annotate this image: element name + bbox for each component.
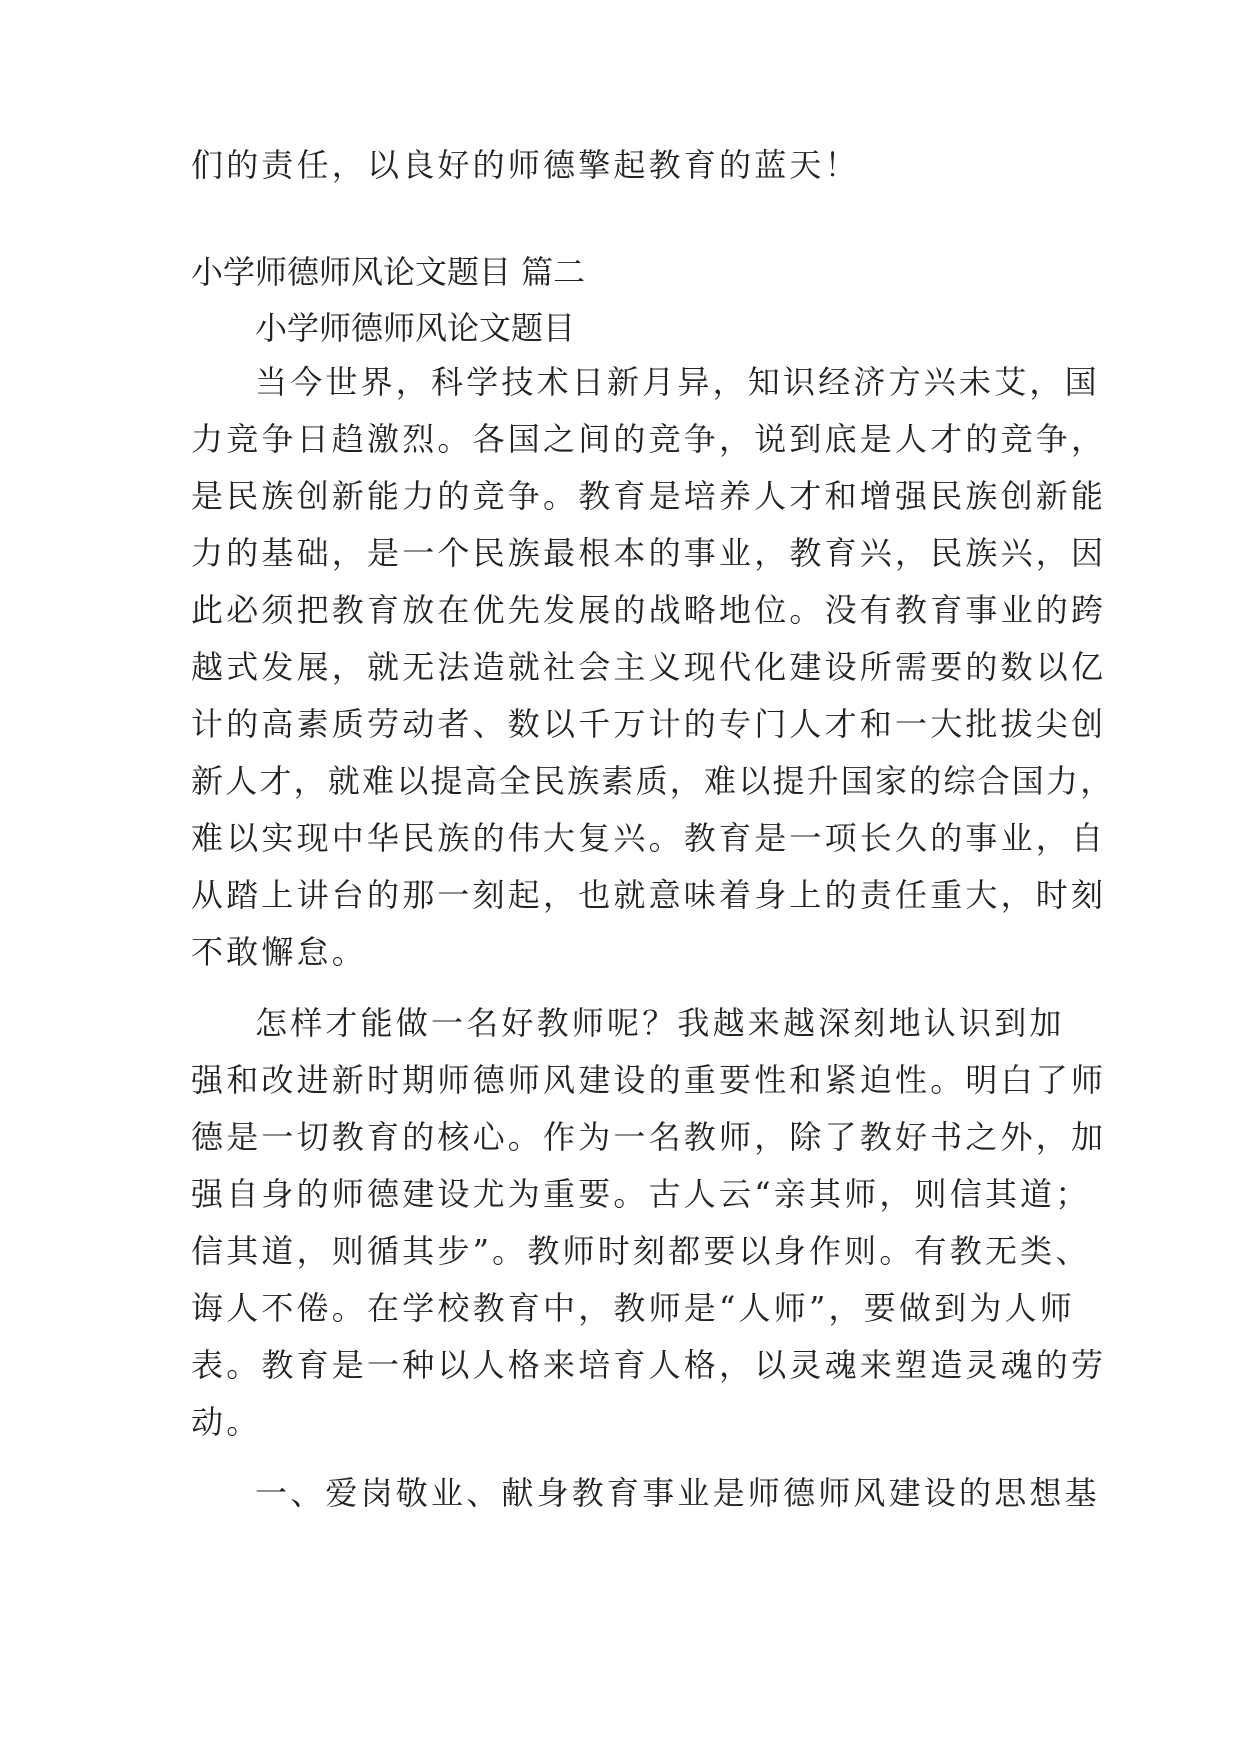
article-title: 小学师德师风论文题目 [255, 309, 576, 347]
paragraph-line: 计的高素质劳动者、数以千万计的专门人才和一大批拔尖创 [191, 705, 1107, 743]
section-heading: 小学师德师风论文题目 篇二 [191, 253, 586, 291]
paragraph-line: 此必须把教育放在优先发展的战略地位。没有教育事业的跨 [191, 591, 1107, 629]
paragraph-line: 怎样才能做一名好教师呢？我越来越深刻地认识到加 [255, 1004, 1065, 1042]
paragraph-line: 力竞争日趋激烈。各国之间的竞争，说到底是人才的竞争， [191, 420, 1107, 458]
paragraph-line: 诲人不倦。在学校教育中，教师是“人师”，要做到为人师 [191, 1289, 1075, 1327]
paragraph-line: 新人才，就难以提高全民族素质，难以提升国家的综合国力， [191, 762, 1115, 800]
paragraph-line: 不敢懈怠。 [191, 933, 368, 971]
paragraph-line: 表。教育是一种以人格来培育人格，以灵魂来塑造灵魂的劳 [191, 1346, 1107, 1384]
carryover-line: 们的责任，以良好的师德擎起教育的蓝天！ [191, 146, 860, 184]
paragraph-line: 德是一切教育的核心。作为一名教师，除了教好书之外，加 [191, 1118, 1107, 1156]
paragraph-line: 强和改进新时期师德师风建设的重要性和紧迫性。明白了师 [191, 1061, 1107, 1099]
paragraph-line: 力的基础，是一个民族最根本的事业，教育兴，民族兴，因 [191, 534, 1107, 572]
paragraph-line: 难以实现中华民族的伟大复兴。教育是一项长久的事业，自 [191, 819, 1107, 857]
paragraph-line: 当今世界，科学技术日新月异，知识经济方兴未艾，国 [255, 363, 1100, 401]
paragraph-line: 越式发展，就无法造就社会主义现代化建设所需要的数以亿 [191, 648, 1107, 686]
paragraph-line: 强自身的师德建设尤为重要。古人云“亲其师，则信其道； [191, 1175, 1091, 1213]
paragraph-line: 动。 [191, 1403, 262, 1441]
paragraph-line: 信其道，则循其步”。教师时刻都要以身作则。有教无类、 [191, 1232, 1091, 1270]
paragraph-line: 是民族创新能力的竞争。教育是培养人才和增强民族创新能 [191, 477, 1107, 515]
paragraph-line: 从踏上讲台的那一刻起，也就意味着身上的责任重大，时刻 [191, 876, 1107, 914]
paragraph-line: 一、爱岗敬业、献身教育事业是师德师风建设的思想基 [255, 1474, 1100, 1512]
